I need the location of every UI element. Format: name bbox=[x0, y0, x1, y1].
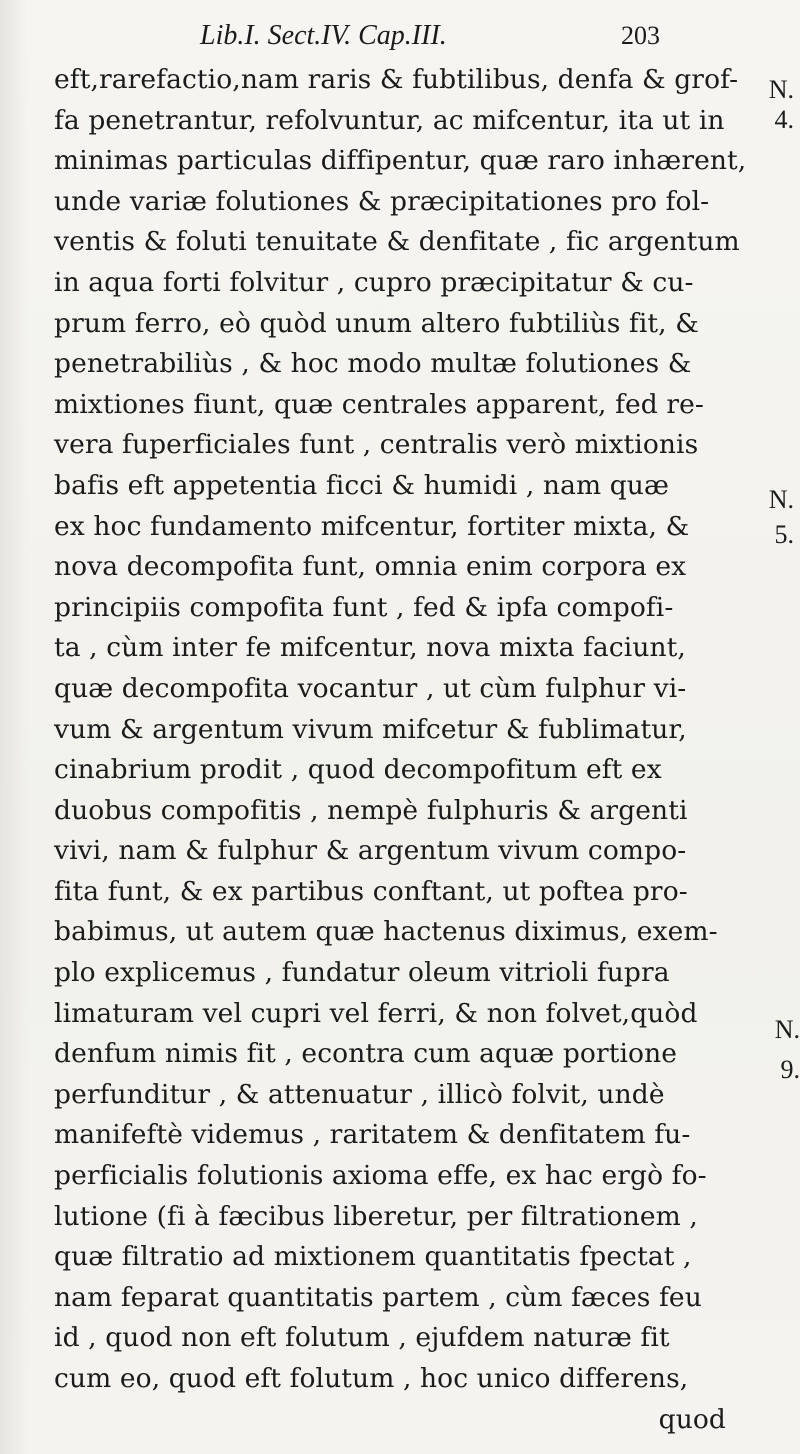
page-number: 203 bbox=[621, 21, 660, 50]
text-line: denfum nimis fit , econtra cum aquæ portione bbox=[54, 1038, 678, 1070]
text-line: prum ferro, eò quòd unum altero fubtiliùs fit, & bbox=[54, 307, 699, 339]
page-gutter-shadow bbox=[0, 0, 28, 1454]
text-line: manifeftè videmus , raritatem & denfitatem fu- bbox=[54, 1119, 691, 1151]
text-line: cum eo, quod eft folutum , hoc unico differens, bbox=[54, 1363, 689, 1394]
text-line: perficialis folutionis axioma effe, ex hac ergò fo- bbox=[54, 1160, 707, 1192]
text-line: nam feparat quantitatis partem , cùm fæces feu bbox=[54, 1281, 702, 1313]
margin-note: 5. bbox=[774, 520, 794, 549]
text-line: duobus compofitis , nempè fulphuris & argenti bbox=[54, 794, 688, 826]
text-line: quæ decompofita vocantur , ut cùm fulphur vi- bbox=[54, 672, 687, 704]
margin-note: N. bbox=[768, 485, 794, 514]
text-line: penetrabiliùs , & hoc modo multæ folutiones & bbox=[54, 348, 692, 380]
text-line: vera fuperficiales funt , centralis verò mixtionis bbox=[54, 429, 699, 461]
margin-note: N. bbox=[768, 75, 794, 104]
text-line: lutione (fi à fæcibus liberetur, per filtrationem , bbox=[54, 1200, 698, 1232]
text-line: quæ filtratio ad mixtionem quantitatis fpectat , bbox=[54, 1241, 692, 1273]
text-line: plo explicemus , fundatur oleum vitrioli fupra bbox=[54, 957, 670, 989]
text-line: ventis & foluti tenuitate & denfitate , fic argentum bbox=[54, 226, 740, 258]
text-line: mixtiones fiunt, quæ centrales apparent, fed re- bbox=[54, 388, 704, 420]
text-line: principiis compofita funt , fed & ipfa compofi- bbox=[54, 591, 674, 623]
body-text bbox=[54, 60, 754, 1440]
margin-note: N. bbox=[774, 1015, 800, 1044]
text-line: id , quod non eft folutum , ejufdem naturæ fit bbox=[54, 1322, 670, 1354]
text-line: fa penetrantur, refolvuntur, ac mifcentur, ita ut in bbox=[54, 104, 725, 136]
text-line: ta , cùm inter fe mifcentur, nova mixta faciunt, bbox=[54, 632, 686, 664]
text-line: bafis eft appetentia ficci & humidi , nam quæ bbox=[54, 469, 669, 501]
text-line: in aqua forti folvitur , cupro præcipitatur & cu- bbox=[54, 266, 694, 298]
text-line: cinabrium prodit , quod decompofitum eft ex bbox=[54, 754, 662, 786]
margin-note: 4. bbox=[774, 105, 794, 134]
text-line: eft,rarefactio,nam raris & fubtilibus, denfa & grof- bbox=[54, 64, 739, 95]
text-line: minimas particulas diffipentur, quæ raro inhærent, bbox=[54, 145, 747, 177]
running-header bbox=[200, 16, 660, 56]
running-head-title: Lib.I. Sect.IV. Cap.III. bbox=[200, 20, 447, 51]
text-line: ex hoc fundamento mifcentur, fortiter mixta, & bbox=[54, 510, 690, 542]
text-line: unde variæ folutiones & præcipitationes pro fol- bbox=[54, 185, 710, 217]
text-line: perfunditur , & attenuatur , illicò folvit, undè bbox=[54, 1078, 665, 1110]
text-line: vum & argentum vivum mifcetur & fublimatur, bbox=[54, 713, 687, 745]
text-line: vivi, nam & fulphur & argentum vivum compo- bbox=[54, 835, 687, 867]
text-line: limaturam vel cupri vel ferri, & non folvet,quòd bbox=[54, 997, 698, 1029]
margin-note: 9. bbox=[780, 1055, 800, 1084]
text-line: fita funt, & ex partibus conftant, ut poftea pro- bbox=[54, 875, 688, 907]
text-line: babimus, ut autem quæ hactenus diximus, exem- bbox=[54, 916, 718, 948]
text-line: nova decompofita funt, omnia enim corpora ex bbox=[54, 551, 687, 583]
catchword: quod bbox=[658, 1403, 726, 1435]
